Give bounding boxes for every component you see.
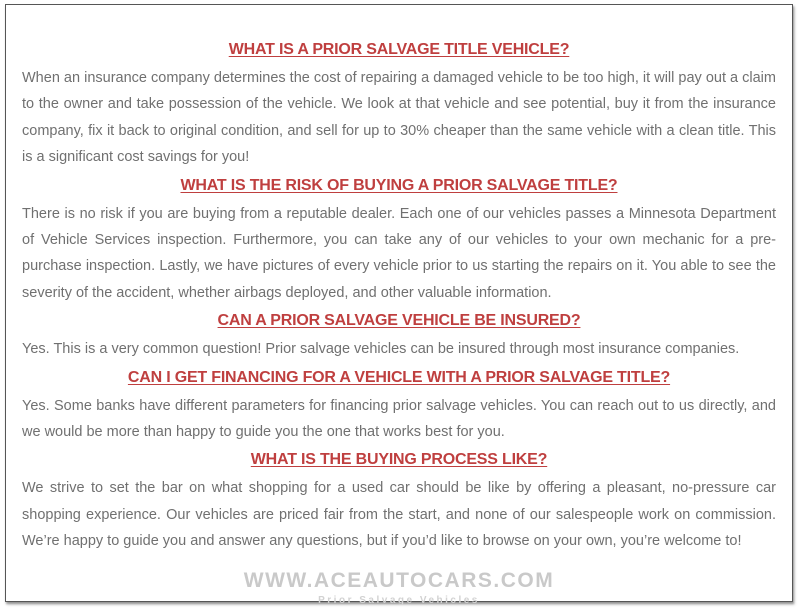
faq-question-link-risk-of-buying[interactable]: WHAT IS THE RISK OF BUYING A PRIOR SALVAGE TITLE?: [180, 176, 618, 194]
faq-question-link-can-be-insured[interactable]: CAN A PRIOR SALVAGE VEHICLE BE INSURED?: [217, 312, 581, 330]
faq-question-link-financing[interactable]: CAN I GET FINANCING FOR A VEHICLE WITH A PRIOR SALVAGE TITLE?: [127, 368, 671, 386]
faq-answer-text: When an insurance company determines the cost of repairing a damaged vehicle to be too high, it will pay out a claim to the owner and take possession of the vehicle. We look at that vehicle and see potential, buy it from the insurance company, fix it back to original condition, and sell for up to 30% cheaper than the same vehicle with a clean title. This is a significant cost savings for you!: [22, 70, 776, 166]
faq-section-financing: [22, 369, 776, 446]
footer-website-text: WWW.ACEAUTOCARS.COM: [243, 568, 555, 592]
footer-tagline-text: Prior Salvage Vehicles: [318, 594, 480, 606]
faq-section-what-is-prior-salvage: [22, 41, 776, 171]
faq-answer-text: There is no risk if you are buying from a reputable dealer. Each one of our vehicles passes a Minnesota Department of Vehicle Services inspection. Furthermore, you can take any of our vehicles to your own mechanic for a pre-purchase inspection. Lastly, we have pictures of every vehicle prior to us starting the repairs on it. You able to see the severity of the accident, whether airbags deployed, and other valuable information.: [22, 205, 776, 301]
footer-watermark: [22, 569, 776, 608]
faq-section-risk-of-buying: [22, 177, 776, 307]
faq-question-link-what-is-prior-salvage[interactable]: WHAT IS A PRIOR SALVAGE TITLE VEHICLE?: [228, 41, 570, 58]
faq-answer-text: Yes. Some banks have different parameters for financing prior salvage vehicles. You can reach out to us directly, and we would be more than happy to guide you the one that works best for you.: [22, 397, 776, 441]
faq-answer-text: Yes. This is a very common question! Prior salvage vehicles can be insured through most insurance companies.: [22, 341, 740, 358]
faq-question-link-buying-process[interactable]: WHAT IS THE BUYING PROCESS LIKE?: [250, 451, 548, 469]
faq-section-can-be-insured: [22, 312, 776, 362]
faq-page: [5, 4, 793, 606]
faq-section-buying-process: [22, 451, 776, 554]
faq-answer-text: We strive to set the bar on what shopping for a used car should be like by offering a pleasant, no-pressure car shopping experience. Our vehicles are priced fair from the start, and none of our salespeople work on commission. We’re happy to guide you and answer any questions, but if you’d like to browse on your own, you’re welcome to!: [22, 480, 776, 550]
